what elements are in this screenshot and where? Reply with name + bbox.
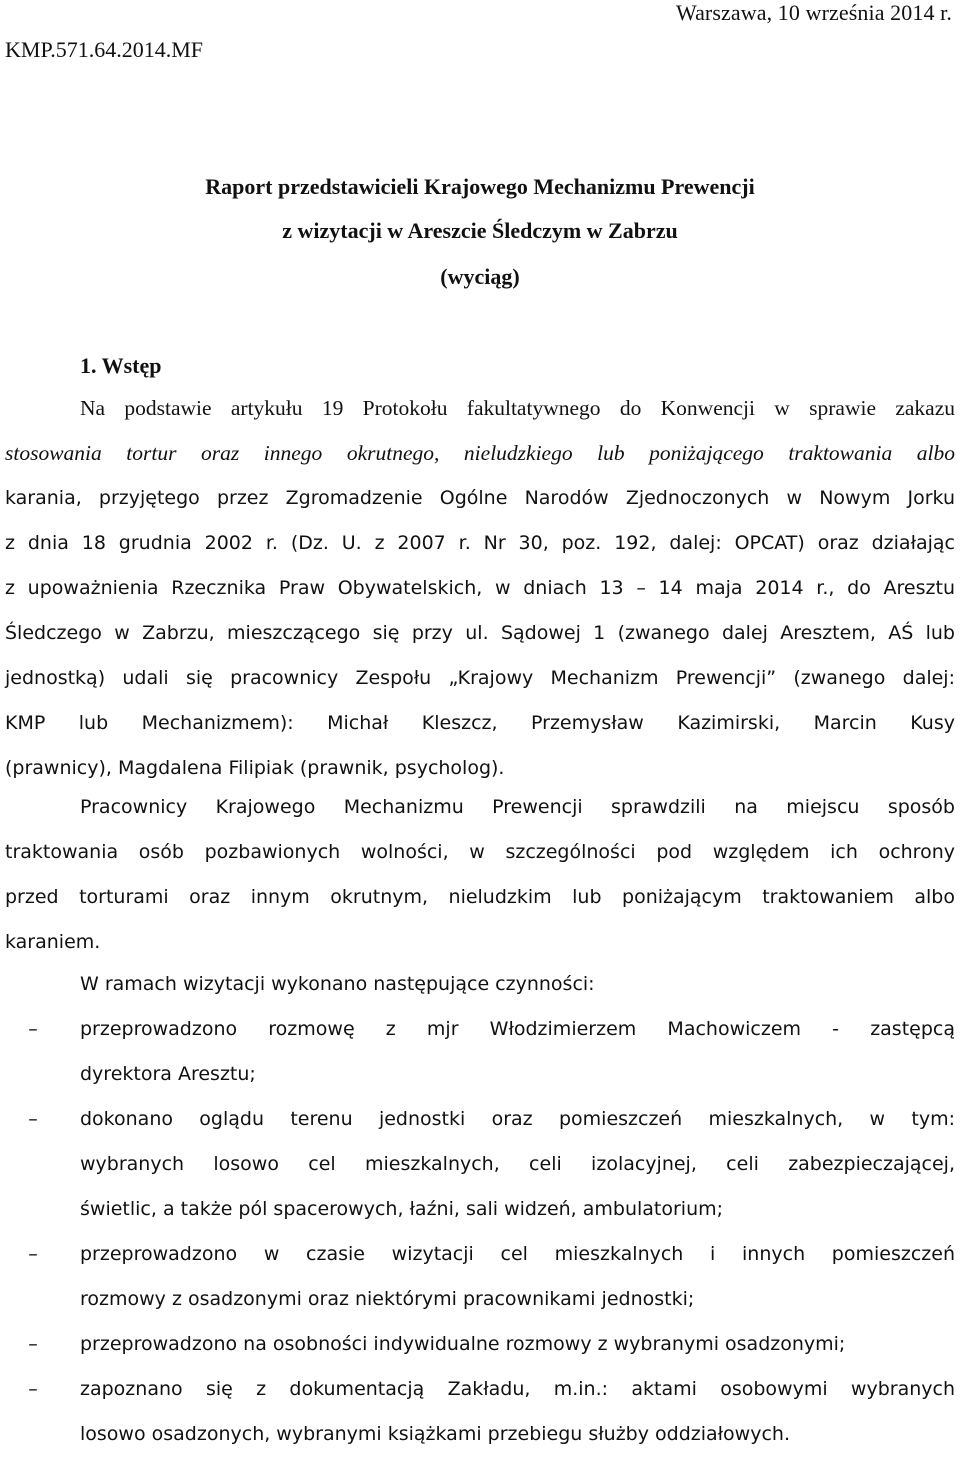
paragraph-line: karaniem. (5, 931, 101, 953)
paragraph-line: W ramach wizytacji wykonano następujące czynności: (80, 973, 595, 995)
dash-bullet-icon: – (28, 1243, 38, 1265)
report-extract-label: (wyciąg) (440, 264, 520, 289)
paragraph-line: (prawnicy), Magdalena Filipiak (prawnik, psycholog). (5, 757, 505, 779)
paragraph-scope (5, 785, 955, 965)
document-date: Warszawa, 10 września 2014 r. (675, 0, 952, 25)
paragraph-line: traktowania osób pozbawionych wolności, w szczególności pod względem ich ochrony (5, 841, 955, 863)
list-item (5, 1007, 955, 1097)
dash-bullet-icon: – (28, 1108, 38, 1130)
paragraph-intro (5, 386, 955, 791)
dash-bullet-icon: – (28, 1018, 38, 1040)
list-item-line: przeprowadzono rozmowę z mjr Włodzimierzem Machowiczem - zastępcą (80, 1018, 955, 1040)
list-item-line: świetlic, a także pól spacerowych, łaźni, sali widzeń, ambulatorium; (80, 1198, 724, 1220)
report-subtitle: z wizytacji w Areszcie Śledczym w Zabrzu (282, 218, 678, 243)
section-heading: 1. Wstęp (80, 353, 162, 378)
list-item (5, 1322, 955, 1367)
list-item-line: dyrektora Aresztu; (80, 1063, 256, 1085)
list-item-line: dokonano oglądu terenu jednostki oraz pomieszczeń mieszkalnych, w tym: (80, 1108, 955, 1130)
activities-list (5, 1007, 955, 1457)
paragraph-line: Na podstawie artykułu 19 Protokołu fakultatywnego do Konwencji w sprawie zakazu (80, 396, 955, 420)
list-item-line: wybranych losowo cel mieszkalnych, celi izolacyjnej, celi zabezpieczającej, (80, 1153, 955, 1175)
list-item (5, 1232, 955, 1322)
list-item-line: losowo osadzonych, wybranymi książkami przebiegu służby oddziałowych. (80, 1423, 790, 1445)
list-item-line: przeprowadzono na osobności indywidualne rozmowy z wybranymi osadzonymi; (80, 1333, 846, 1355)
paragraph-line: przed torturami oraz innym okrutnym, nieludzkim lub poniżającym traktowaniem albo (5, 886, 955, 908)
list-item-line: zapoznano się z dokumentacją Zakładu, m.in.: aktami osobowymi wybranych (80, 1378, 955, 1400)
list-item (5, 1097, 955, 1232)
paragraph-line: karania, przyjętego przez Zgromadzenie Ogólne Narodów Zjednoczonych w Nowym Jorku (5, 487, 955, 509)
dash-bullet-icon: – (28, 1333, 38, 1355)
list-item-line: przeprowadzono w czasie wizytacji cel mieszkalnych i innych pomieszczeń (80, 1243, 955, 1265)
paragraph-line: jednostką) udali się pracownicy Zespołu „Krajowy Mechanizm Prewencji” (zwanego dalej: (5, 667, 955, 689)
list-item (5, 1367, 955, 1457)
report-title: Raport przedstawicieli Krajowego Mechanizmu Prewencji (205, 174, 755, 199)
paragraph-line: stosowania tortur oraz innego okrutnego, nieludzkiego lub poniżającego traktowania albo (5, 441, 955, 465)
paragraph-line: Pracownicy Krajowego Mechanizmu Prewencji sprawdzili na miejscu sposób (80, 796, 955, 818)
dash-bullet-icon: – (28, 1378, 38, 1400)
list-item-line: rozmowy z osadzonymi oraz niektórymi pracownikami jednostki; (80, 1288, 695, 1310)
paragraph-activities-intro (5, 962, 955, 1007)
paragraph-line: z upoważnienia Rzecznika Praw Obywatelskich, w dniach 13 – 14 maja 2014 r., do Aresztu (5, 577, 955, 599)
paragraph-line: Śledczego w Zabrzu, mieszczącego się przy ul. Sądowej 1 (zwanego dalej Aresztem, AŚ lub (5, 622, 955, 644)
reference-number: KMP.571.64.2014.MF (5, 37, 204, 62)
paragraph-line: z dnia 18 grudnia 2002 r. (Dz. U. z 2007 r. Nr 30, poz. 192, dalej: OPCAT) oraz działając (5, 532, 955, 554)
paragraph-line: KMP lub Mechanizmem): Michał Kleszcz, Przemysław Kazimirski, Marcin Kusy (5, 712, 955, 734)
